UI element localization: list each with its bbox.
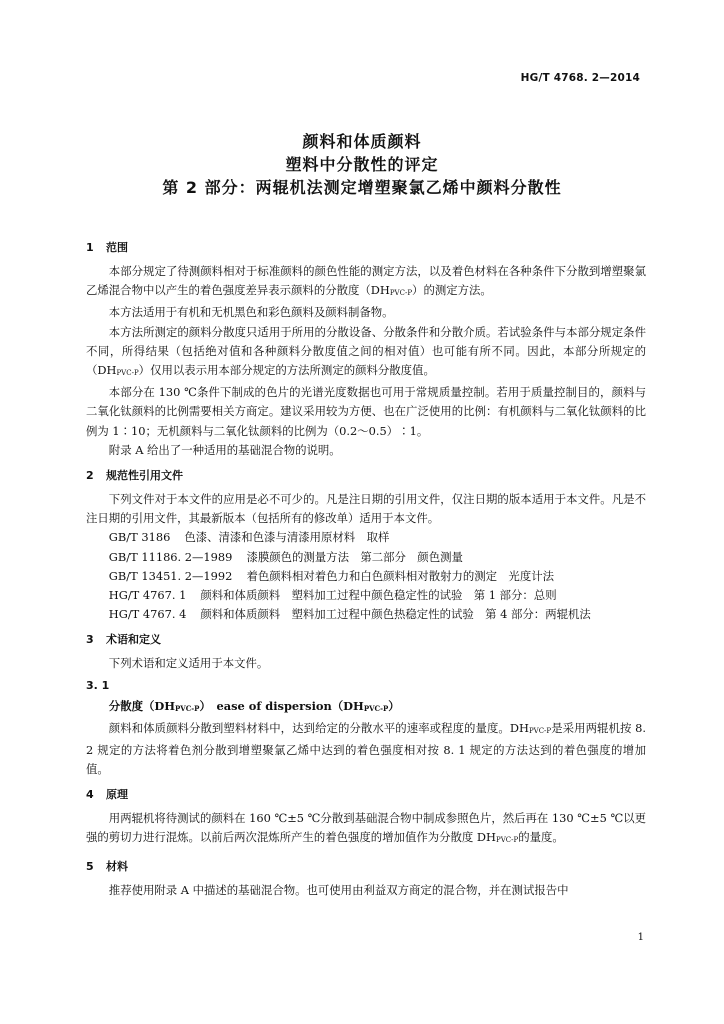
reference-item — [86, 567, 646, 586]
reference-title: 着色颜料相对着色力和白色颜料相对散射力的测定 光度计法 — [246, 568, 554, 583]
section-title: 范围 — [106, 241, 128, 254]
term-text: 分散度（DH — [108, 698, 175, 713]
section-1-heading — [86, 238, 646, 258]
text: 是采用两辊机按 8. 2 规定的方法将着色剂分散到增塑聚氯乙烯中达到的着色强度相对按 8. 1 规定的方法达到的着色强度的增加值。 — [86, 720, 646, 777]
reference-code: GB/T 11186. 2—1989 — [108, 549, 233, 564]
section-number: 4 — [86, 788, 94, 802]
title-line-2: 塑料中分散性的评定 — [285, 155, 439, 174]
paragraph: 本方法适用于有机和无机黑色和彩色颜料及颜料制备物。 — [108, 305, 394, 320]
subsection-number: 3. 1 — [86, 678, 110, 692]
section-number: 5 — [86, 859, 94, 873]
section-title: 材料 — [106, 859, 128, 873]
text: ）仅用以表示用本部分规定的方法所测定的颜料分散度值。 — [138, 363, 435, 378]
reference-title: 漆膜颜色的测量方法 第二部分 颜色测量 — [246, 549, 463, 564]
paragraph: 下列文件对于本文件的应用是必不可少的。凡是注日期的引用文件，仅注日期的版本适用于本文件。凡是不注日期的引用文件，其最新版本（包括所有的修改单）适用于本文件。 — [86, 492, 646, 526]
section-number: 3 — [86, 633, 94, 647]
term-text: ） ease of dispersion（DH — [199, 698, 364, 713]
section-4-heading — [86, 785, 646, 805]
title-line-3: 第 2 部分：两辊机法测定增塑聚氯乙烯中颜料分散性 — [162, 178, 562, 197]
text: 本方法所测定的颜料分散度只适用于所用的分散设备、分散条件和分散介质。若试验条件与本部分规定条件不同，所得结果（包括绝对值和各种颜料分散度值之间的相对值）也可能有所不同。因此，本部分所规定的（DH — [86, 324, 646, 378]
section-5-heading — [86, 857, 646, 877]
document-body — [86, 232, 646, 900]
paragraph — [86, 809, 646, 850]
reference-item — [86, 586, 646, 605]
text: ）的测定方法。 — [412, 283, 492, 298]
reference-code: HG/T 4767. 4 — [108, 607, 187, 622]
reference-code: GB/T 13451. 2—1992 — [108, 568, 233, 583]
section-number: 1 — [86, 241, 94, 254]
standard-code: HG/T 4768. 2—2014 — [520, 72, 640, 84]
page-number: 1 — [637, 932, 644, 943]
section-title: 原理 — [106, 788, 128, 802]
subscript: PVC-P — [528, 726, 552, 735]
section-3-heading — [86, 630, 646, 650]
paragraph — [86, 323, 646, 384]
text: 本部分规定了待测颜料相对于标准颜料的颜色性能的测定方法，以及着色材料在各种条件下分散到增塑聚氯乙烯混合物中以产生的着色强度差异表示颜料的分散度（DH — [86, 264, 646, 298]
term-text: ） — [388, 698, 400, 713]
subscript: PVC-P — [175, 703, 200, 713]
subscript: PVC-P — [116, 369, 139, 378]
paragraph: 下列术语和定义适用于本文件。 — [108, 656, 269, 671]
document-title — [0, 130, 724, 199]
reference-item — [86, 605, 646, 624]
reference-title: 颜料和体质颜料 塑料加工过程中颜色稳定性的试验 第 1 部分：总则 — [200, 588, 557, 603]
paragraph: 本部分在 130 ℃条件下制成的色片的光谱光度数据也可用于常规质量控制。若用于质量控制目的，颜料与二氧化钛颜料的比例需要相关方商定。建议采用较为方便、也在广泛使用的比例：有机颜料与二氧化钛颜料的比例为 1∶10；无机颜料与二氧化钛颜料的比例为（0.2～0.5）∶1。 — [86, 385, 646, 438]
subscript: PVC-P — [495, 836, 519, 845]
paragraph: 附录 A 给出了一种适用的基础混合物的说明。 — [108, 442, 341, 457]
title-line-1: 颜料和体质颜料 — [302, 132, 422, 151]
reference-code: GB/T 3186 — [108, 530, 171, 545]
term-entry — [86, 696, 646, 719]
reference-title: 颜料和体质颜料 塑料加工过程中颜色热稳定性的试验 第 4 部分：两辊机法 — [200, 607, 591, 622]
section-2-heading — [86, 466, 646, 486]
subscript: PVC-P — [363, 703, 389, 713]
section-title: 术语和定义 — [106, 633, 161, 647]
reference-item — [86, 528, 646, 547]
reference-item — [86, 548, 646, 567]
text: 用两辊机将待测试的颜料在 160 ℃±5 ℃分散到基础混合物中制成参照色片，然后再在 130 ℃±5 ℃以更强的剪切力进行混炼。以前后两次混炼所产生的着色强度的增加值作为分散度 DH — [86, 811, 646, 845]
section-number: 2 — [86, 469, 94, 483]
section-title: 规范性引用文件 — [106, 469, 183, 483]
paragraph: 推荐使用附录 A 中描述的基础混合物。也可使用由利益双方商定的混合物，并在测试报告中 — [108, 882, 569, 897]
subscript: PVC-P — [389, 289, 413, 298]
reference-code: HG/T 4767. 1 — [108, 588, 187, 603]
paragraph — [86, 262, 646, 303]
text: 颜料和体质颜料分散到塑料材料中，达到给定的分散水平的速率或程度的量度。DH — [108, 720, 529, 735]
text: 的量度。 — [518, 830, 564, 845]
reference-title: 色漆、清漆和色漆与清漆用原材料 取样 — [184, 530, 390, 545]
paragraph — [86, 719, 646, 780]
